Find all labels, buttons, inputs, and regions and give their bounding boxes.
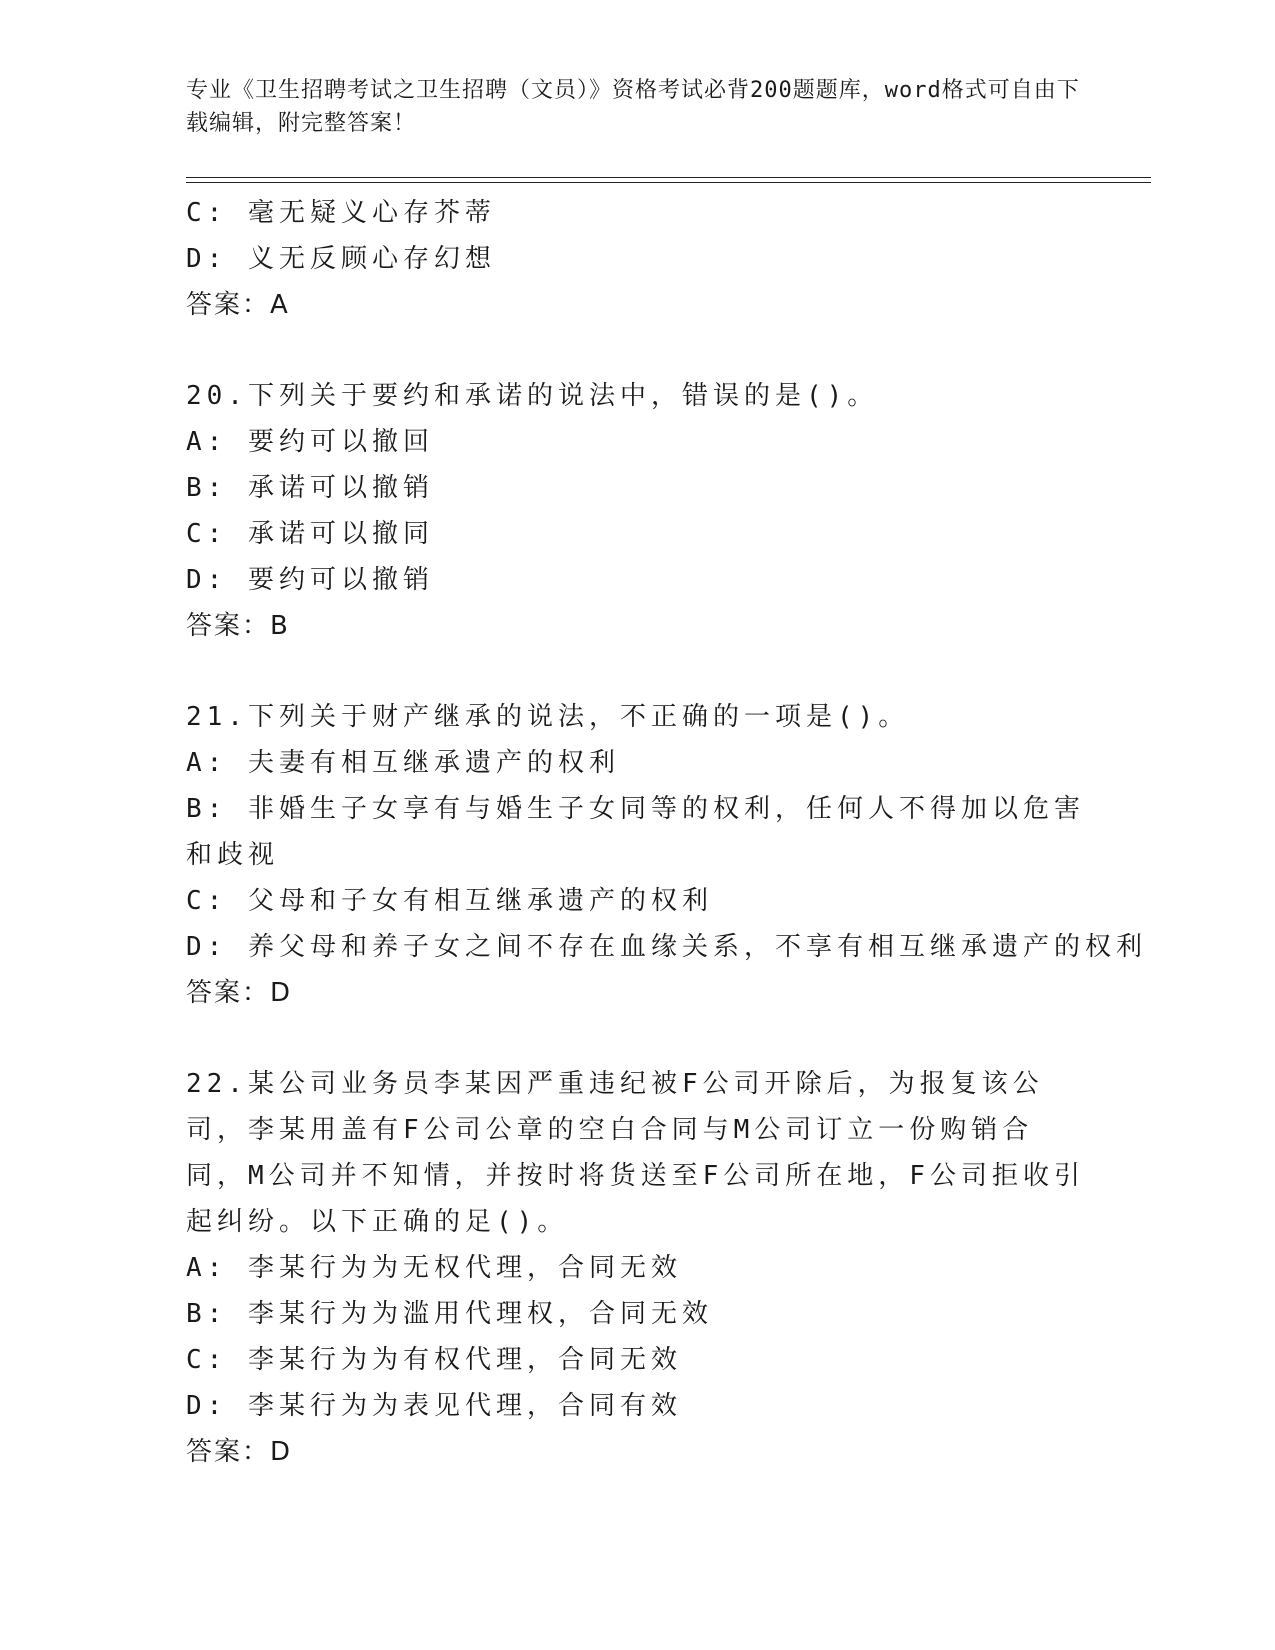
option-a: A: 李某行为为无权代理，合同无效 <box>186 1253 682 1283</box>
option-d: D: 要约可以撤销 <box>186 565 434 595</box>
option-a: A: 夫妻有相互继承遗产的权利 <box>186 748 620 778</box>
question-list <box>186 190 1147 1475</box>
option-b: B: 非婚生子女享有与婚生子女同等的权利，任何人不得加以危害和歧视 <box>186 794 1085 870</box>
option-d: D: 义无反顾心存幻想 <box>186 244 496 274</box>
question-block-22 <box>186 1061 1086 1475</box>
option-b: B: 李某行为为滥用代理权，合同无效 <box>186 1299 713 1329</box>
question-stem: 21.下列关于财产继承的说法，不正确的一项是()。 <box>186 702 910 732</box>
answer-line: 答案：A <box>186 290 290 320</box>
option-d: D: 养父母和养子女之间不存在血缘关系，不享有相互继承遗产的权利 <box>186 932 1147 962</box>
document-header: 专业《卫生招聘考试之卫生招聘（文员）》资格考试必背200题题库，word格式可自由下载编辑，附完整答案！ <box>186 78 1080 136</box>
option-c: C: 承诺可以撤同 <box>186 519 434 549</box>
option-b: B: 承诺可以撤销 <box>186 473 434 503</box>
answer-line: 答案：D <box>186 1437 293 1467</box>
answer-line: 答案：B <box>186 611 290 641</box>
question-block-19 <box>186 190 1086 328</box>
option-d: D: 李某行为为表见代理，合同有效 <box>186 1391 682 1421</box>
question-block-20 <box>186 373 1086 649</box>
option-c: C: 毫无疑义心存芥蒂 <box>186 198 496 228</box>
answer-line: 答案：D <box>186 978 293 1008</box>
option-a: A: 要约可以撤回 <box>186 427 434 457</box>
header-divider-top <box>186 177 1151 178</box>
option-c: C: 父母和子女有相互继承遗产的权利 <box>186 886 713 916</box>
option-c: C: 李某行为为有权代理，合同无效 <box>186 1345 682 1375</box>
header-divider-bottom <box>186 182 1151 183</box>
question-block-21 <box>186 694 1147 1016</box>
question-stem: 20.下列关于要约和承诺的说法中，错误的是()。 <box>186 381 879 411</box>
question-stem: 22.某公司业务员李某因严重违纪被F公司开除后，为报复该公司，李某用盖有F公司公章的空白合同与M公司订立一份购销合同，M公司并不知情，并按时将货送至F公司所在地，F公司拒收引起纠纷。以下正确的足()。 <box>186 1069 1085 1237</box>
